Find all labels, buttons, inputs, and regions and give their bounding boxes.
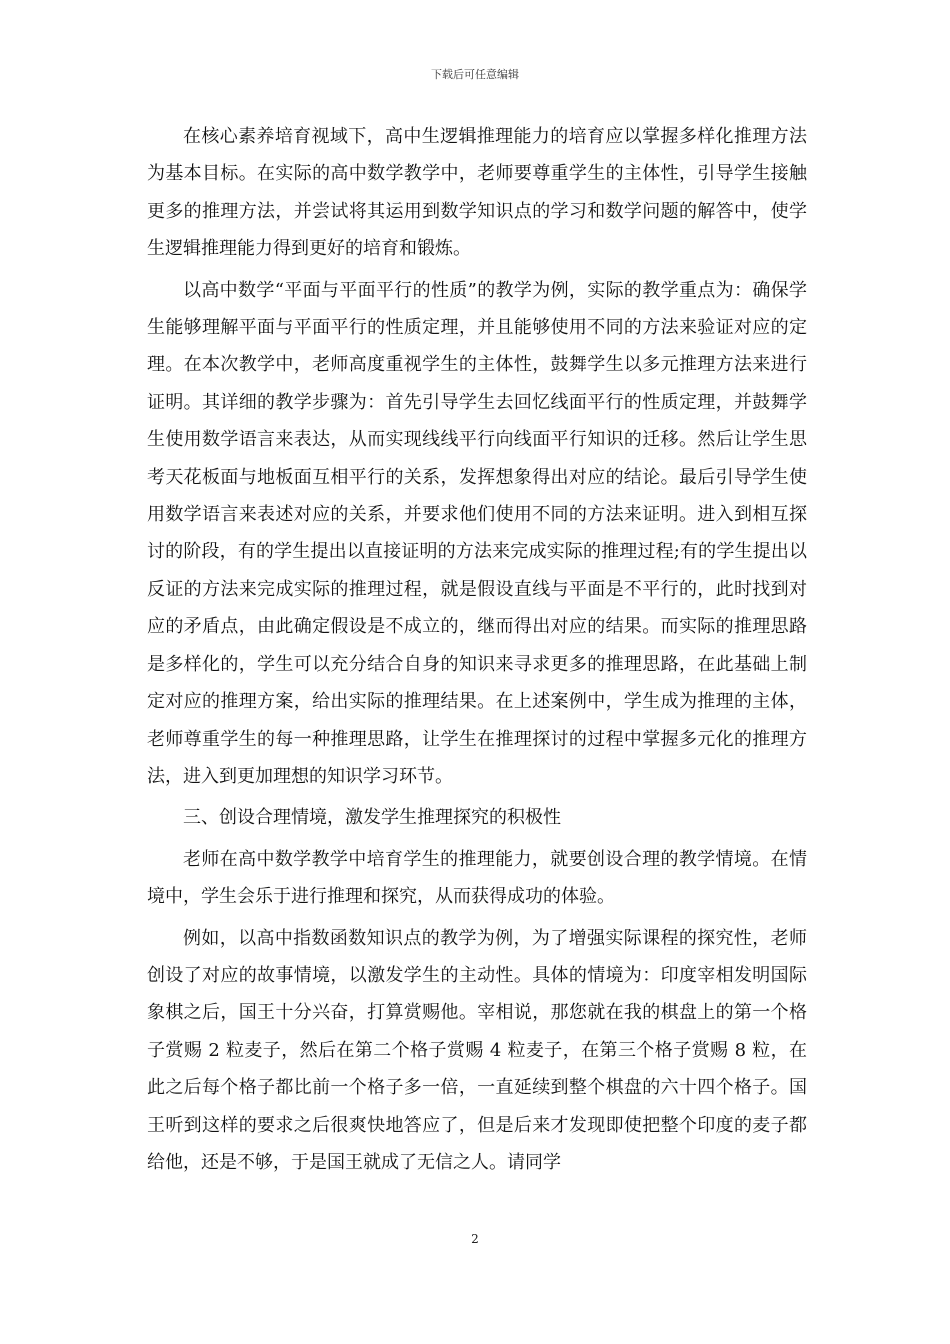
paragraph-2: 以高中数学“平面与平面平行的性质”的教学为例，实际的教学重点为：确保学生能够理解平面与平面平行的性质定理，并且能够使用不同的方法来验证对应的定理。在本次教学中，老师高度重视学生的主体性，鼓舞学生以多元推理方法来进行证明。其详细的教学步骤为：首先引导学生去回忆线面平行的性质定理，并鼓舞学生使用数学语言来表达，从而实现线线平行向线面平行知识的迁移。然后让学生思考天花板面与地板面互相平行的关系，发挥想象得出对应的结论。最后引导学生使用数学语言来表述对应的关系，并要求他们使用不同的方法来证明。进入到相互探讨的阶段，有的学生提出以直接证明的方法来完成实际的推理过程;有的学生提出以反证的方法来完成实际的推理过程，就是假设直线与平面是不平行的，此时找到对应的矛盾点，由此确定假设是不成立的，继而得出对应的结果。而实际的推理思路是多样化的，学生可以充分结合自身的知识来寻求更多的推理思路，在此基础上制定对应的推理方案，给出实际的推理结果。在上述案例中，学生成为推理的主体，老师尊重学生的每一种推理思路，让学生在推理探讨的过程中掌握多元化的推理方法，进入到更加理想的知识学习环节。 (147, 279, 807, 787)
page-number: 2 (471, 1232, 479, 1246)
paragraph-3: 老师在高中数学教学中培育学生的推理能力，就要创设合理的教学情境。在情境中，学生会乐于进行推理和探究，从而获得成功的体验。 (147, 848, 807, 908)
page-header: 下载后可任意编辑 (431, 68, 519, 81)
document-body (147, 118, 807, 1185)
section-heading: 三、创设合理情境，激发学生推理探究的积极性 (183, 807, 561, 829)
paragraph-4: 例如，以高中指数函数知识点的教学为例，为了增强实际课程的探究性，老师创设了对应的故事情境，以激发学生的主动性。具体的情境为：印度宰相发明国际象棋之后，国王十分兴奋，打算赏赐他。宰相说，那您就在我的棋盘上的第一个格子赏赐 2 粒麦子，然后在第二个格子赏赐 4 粒麦子，在第三个格子赏赐 8 粒，在此之后每个格子都比前一个格子多一倍，一直延续到整个棋盘的六十四个格子。国王听到这样的要求之后很爽快地答应了，但是后来才发现即使把整个印度的麦子都给他，还是不够，于是国王就成了无信之人。请同学 (147, 927, 807, 1173)
paragraph-1: 在核心素养培育视域下，高中生逻辑推理能力的培育应以掌握多样化推理方法为基本目标。在实际的高中数学教学中，老师要尊重学生的主体性，引导学生接触更多的推理方法，并尝试将其运用到数学知识点的学习和数学问题的解答中，使学生逻辑推理能力得到更好的培育和锻炼。 (147, 126, 807, 260)
